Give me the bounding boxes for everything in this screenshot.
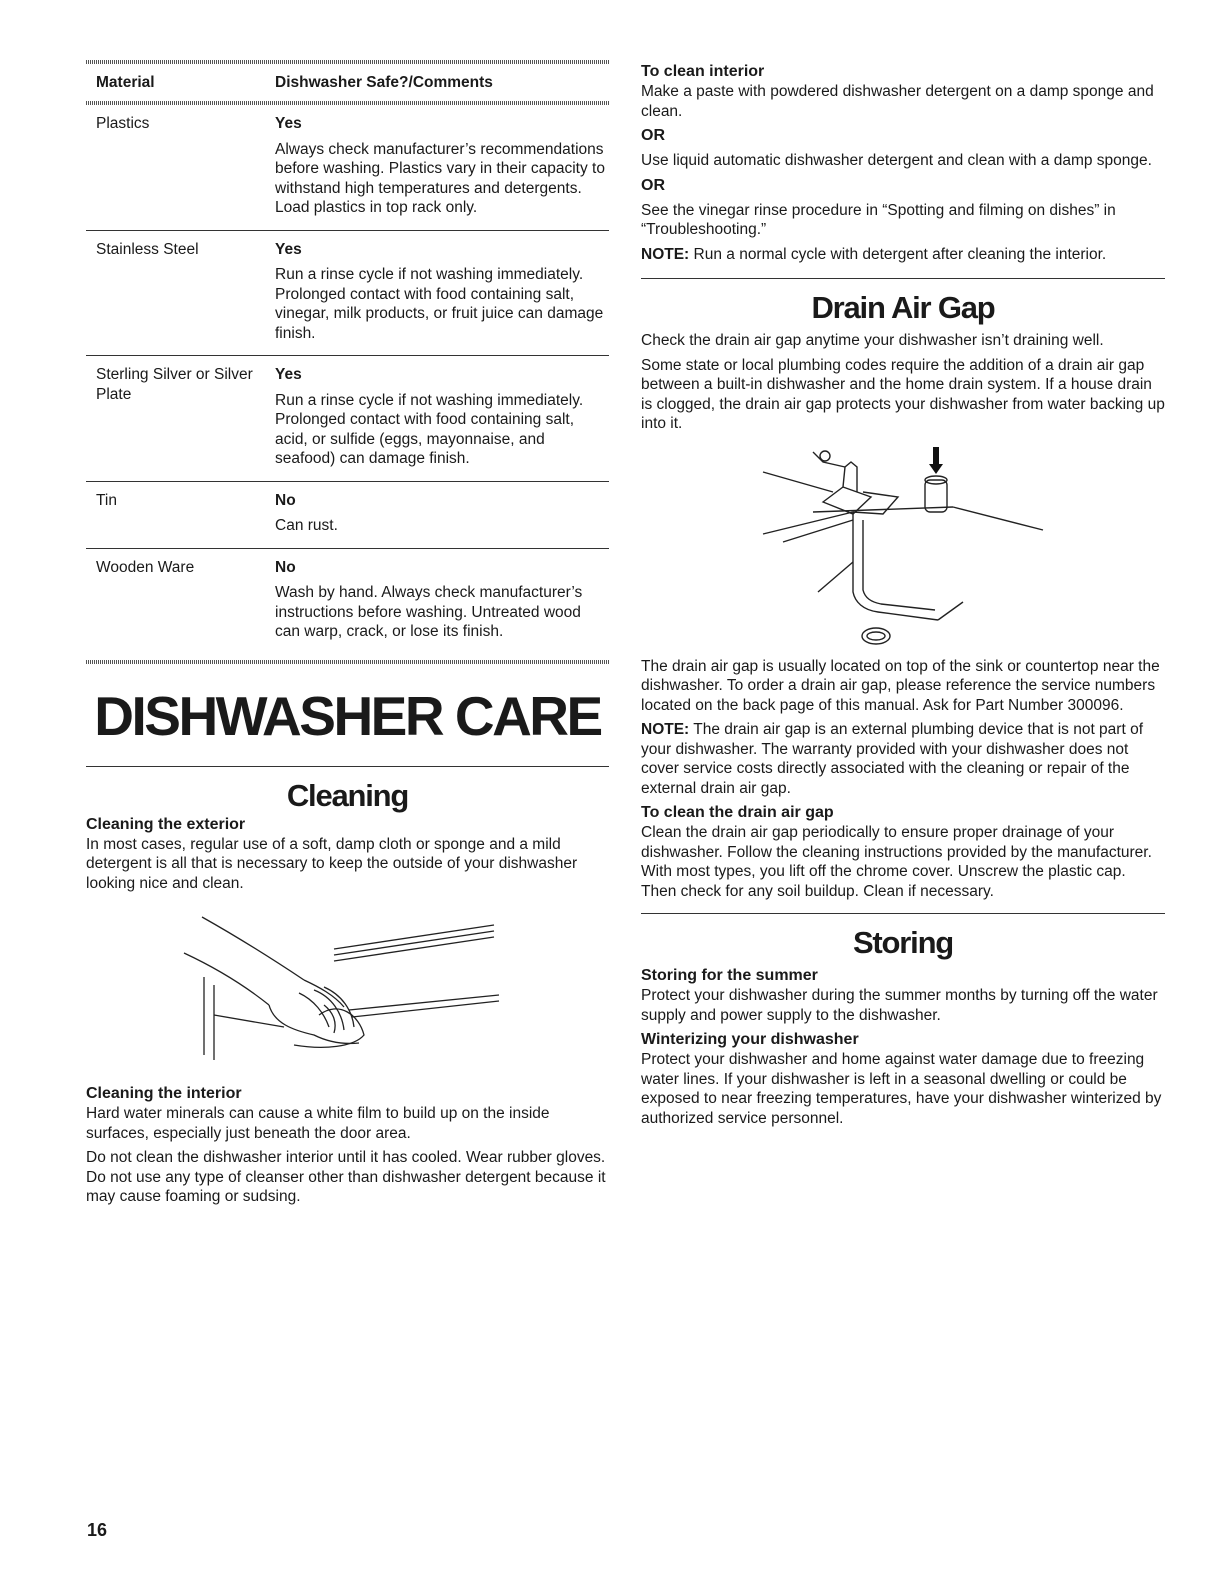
section-title-dishwasher-care: DISHWASHER CARE	[94, 684, 601, 747]
table-row	[86, 356, 609, 482]
liquid-text: Use liquid automatic dishwasher detergent and clean with a damp sponge.	[641, 152, 1152, 169]
comment-cell	[275, 481, 609, 548]
right-column	[641, 62, 1165, 1128]
interior-text-2: Do not clean the dishwasher interior until it has cooled. Wear rubber gloves. Do not use any type of cleanser other than dishwasher detergent because it may cause foaming or sudsing.	[86, 1149, 606, 1205]
clean-drain-gap-heading: To clean the drain air gap	[641, 804, 834, 821]
table-header-material: Material	[96, 74, 155, 91]
comment-cell	[275, 230, 609, 356]
note-1	[641, 245, 1165, 265]
paste-text: Make a paste with powdered dishwasher detergent on a damp sponge and clean.	[641, 83, 1154, 120]
table-row	[86, 481, 609, 548]
section-rule	[641, 913, 1165, 914]
table-row	[86, 105, 609, 230]
safe-value: No	[275, 558, 296, 576]
exterior-heading: Cleaning the exterior	[86, 815, 246, 833]
interior-heading: Cleaning the interior	[86, 1085, 242, 1102]
comment-cell	[275, 356, 609, 482]
comment-cell	[275, 548, 609, 654]
left-column	[86, 60, 609, 1207]
safe-value: Yes	[275, 366, 302, 383]
comment-text: Can rust.	[275, 517, 338, 534]
or-label: OR	[641, 176, 665, 194]
table-row	[86, 230, 609, 356]
section-rule	[641, 278, 1165, 279]
clean-drain-gap-text: Clean the drain air gap periodically to ensure proper drainage of your dishwasher. Follow the cleaning instructions provided by the manufacturer. With most types, you lift off the chrome cover. Unscrew the plastic cap. Then check for any soil buildup. Clean if necessary.	[641, 824, 1152, 900]
note-text: Run a normal cycle with detergent after cleaning the interior.	[689, 245, 1107, 263]
drain-air-gap-illustration	[753, 442, 1053, 647]
comment-cell	[275, 105, 609, 230]
to-clean-interior-heading: To clean interior	[641, 63, 765, 80]
note-label: NOTE:	[641, 721, 690, 738]
material-cell: Stainless Steel	[86, 230, 275, 356]
storing-title: Storing	[852, 925, 954, 960]
material-cell: Sterling Silver or Silver Plate	[86, 356, 275, 482]
comment-text: Wash by hand. Always check manufacturer’s instructions before washing. Untreated wood can warp, crack, or lose its finish.	[275, 584, 583, 640]
note-2	[641, 720, 1165, 798]
page-number: 16	[87, 1520, 108, 1540]
comment-text: Run a rinse cycle if not washing immediately. Prolonged contact with food containing salt, vinegar, milk products, or fruit juice can damage finish.	[275, 266, 604, 342]
drain-text-1: Check the drain air gap anytime your dishwasher isn’t draining well.	[641, 332, 1104, 349]
note-text: The drain air gap is an external plumbing device that is not part of your dishwasher. The warranty provided with your dishwasher does not cover service costs directly associated with the cleaning or repair of the external drain air gap.	[641, 721, 1144, 797]
interior-text-1: Hard water minerals can cause a white film to build up on the inside surfaces, especially just beneath the door area.	[86, 1105, 550, 1142]
safe-value: No	[275, 491, 296, 509]
drain-text-2: Some state or local plumbing codes require the addition of a drain air gap between a built-in dishwasher and the home drain system. If a house drain is clogged, the drain air gap protects your dishwasher from water backing up into it.	[641, 356, 1165, 432]
material-cell: Wooden Ware	[96, 558, 195, 576]
vinegar-text: See the vinegar rinse procedure in “Spotting and filming on dishes” in “Troubleshooting.”	[641, 201, 1116, 238]
table-bottom-rule	[86, 660, 609, 664]
drain-air-gap-title: Drain Air Gap	[811, 290, 995, 325]
material-cell: Plastics	[86, 105, 275, 230]
comment-text: Always check manufacturer’s recommendations before washing. Plastics vary in their capacity to withstand high temperatures and detergents. Load plastics in top rack only.	[275, 140, 605, 216]
material-cell: Tin	[86, 481, 275, 548]
cleaning-title: Cleaning	[286, 777, 409, 813]
materials-table	[86, 64, 609, 654]
section-rule	[86, 766, 609, 767]
table-header-comments: Dishwasher Safe?/Comments	[275, 74, 493, 91]
summer-heading: Storing for the summer	[641, 967, 818, 984]
or-label: OR	[641, 127, 665, 144]
winter-heading: Winterizing your dishwasher	[641, 1031, 859, 1048]
table-row	[86, 548, 609, 654]
safe-value: Yes	[275, 240, 302, 258]
winter-text: Protect your dishwasher and home against water damage due to freezing water lines. If your dishwasher is left in a seasonal dwelling or could be exposed to near freezing temperatures, have your dishwasher winterized by authorized service personnel.	[641, 1051, 1162, 1127]
note-label: NOTE:	[641, 245, 690, 263]
drain-text-3: The drain air gap is usually located on top of the sink or countertop near the dishwasher. To order a drain air gap, please reference the service numbers located on the back page of this manual. Ask for Part Number 300096.	[641, 657, 1160, 714]
wiping-illustration	[174, 905, 514, 1070]
safe-value: Yes	[275, 115, 302, 132]
comment-text: Run a rinse cycle if not washing immediately. Prolonged contact with food containing salt, acid, or sulfide (eggs, mayonnaise, and seafood) can damage finish.	[275, 391, 584, 467]
summer-text: Protect your dishwasher during the summer months by turning off the water supply and power supply to the dishwasher.	[641, 987, 1158, 1024]
exterior-text: In most cases, regular use of a soft, damp cloth or sponge and a mild detergent is all that is necessary to keep the outside of your dishwasher looking nice and clean.	[86, 835, 578, 892]
